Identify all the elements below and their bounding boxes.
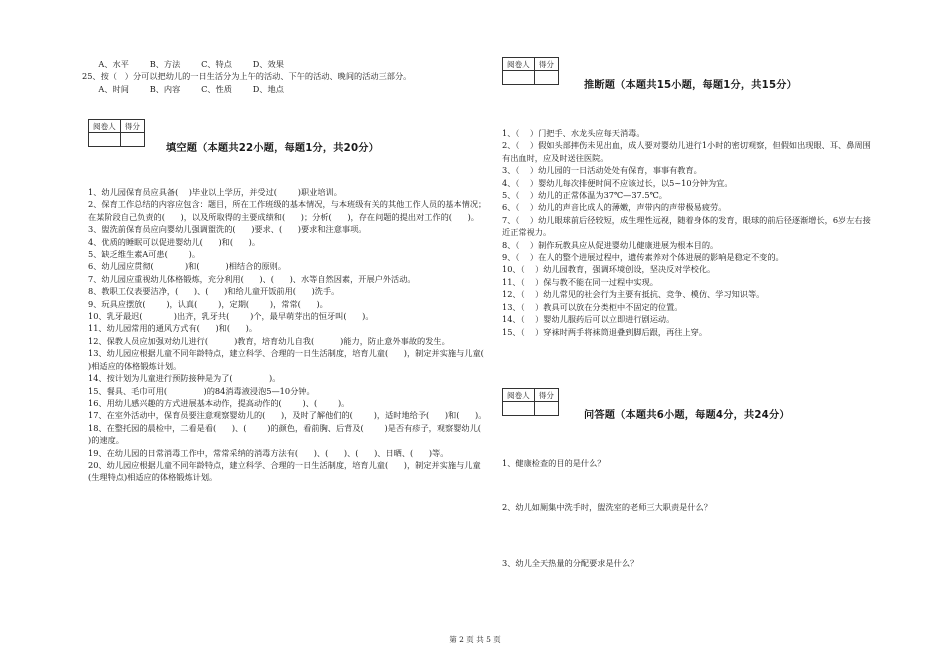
judge-item: 12、（ ）幼儿常见的社会行为主要有抵抗、竞争、模仿、学习知识等。: [502, 289, 765, 300]
fill-item: 18、在整托园的晨检中，二看是看( )、( )的颜色，看前胸、后背及( )是否有疹子，观察婴幼儿( )的速度。: [88, 422, 497, 446]
left-top-lines: [82, 58, 412, 95]
fill-item: 1、幼儿园保育员应具备( )毕业以上学历，并受过( )职业培训。: [88, 187, 342, 197]
fill-item: 8、教职工仪表要洁净，( )、( )和给儿童开饭前用( )洗手。: [88, 286, 340, 297]
fill-item: 20、幼儿园应根据儿童不同年龄特点，建立科学、合理的一日生活制度，培育儿童( )，制定并实施与儿童(生理特点)相适应的体格锻炼计划。: [88, 459, 481, 483]
page-footer: 第 2 页 共 5 页: [449, 635, 501, 644]
qa-score-box: [502, 388, 559, 416]
judge-item: 7、（ ）幼儿眼球前后径较短，成生理性远视，随着身体的发育，眼球的前后径逐渐增长，6岁左右接近正常视力。: [502, 214, 871, 238]
fill-item: 3、盥洗前保育员应向婴幼儿强调盥洗的( )要求、( )要求和注意事项。: [88, 224, 367, 235]
fill-item: 11、幼儿园常用的通风方式有( )和( )。: [88, 323, 258, 334]
judge-items: [502, 127, 874, 338]
fill-item: 7、幼儿园应重视幼儿体格锻炼，充分利用( )、( )、水等自然因素，开展户外活动。: [88, 273, 416, 284]
fill-item: 13、幼儿园应根据儿童不同年龄特点，建立科学、合理的一日生活制度，培育儿童( )，制定并实施与儿童( )相适应的体格锻炼计划。: [88, 348, 500, 371]
score-cell[interactable]: [534, 71, 558, 85]
judge-item: 4、（ ）婴幼儿每次排便时间不应该过长，以5~10分钟为宜。: [502, 177, 733, 188]
question-25: 25、按（ ）分可以把幼儿的一日生活分为上午的活动、下午的活动、晚间的活动三部分。: [82, 71, 412, 82]
fill-item: 15、餐具、毛巾可用( )的84消毒液浸泡5—10分钟。: [88, 385, 315, 396]
fill-item: 2、保育工作总结的内容应包含：题目，所在工作班级的基本情况，与本班级有关的其他工作人员的基本情况；在某阶段自己负责的( )，以及所取得的主要成绩和( )；分析( )，存在问题的提出对工作的( )。: [88, 199, 487, 222]
judge-score-box: [502, 57, 559, 85]
score-box-grader-label: 阅卷人: [503, 58, 535, 71]
qa-item: 3、幼儿全天热量的分配要求是什么？: [502, 558, 639, 568]
qa-item: 2、幼儿如厕集中洗手时，盥洗室的老师三大职责是什么？: [502, 502, 712, 512]
qa-item: 1、健康检查的目的是什么？: [502, 458, 606, 468]
judge-item: 1、（ ）门把手、水龙头应每天消毒。: [502, 128, 645, 138]
judge-item: 9、（ ）在人的整个进展过程中，遗传素养对个体进展的影响是稳定不变的。: [502, 252, 784, 263]
grader-cell[interactable]: [89, 133, 121, 147]
score-cell[interactable]: [534, 402, 558, 416]
fill-items: [88, 186, 500, 484]
fill-item: 12、保教人员应加强对幼儿进行( )教育，培育幼儿自我( )能力，防止意外事故的发生。: [88, 335, 450, 346]
judge-item: 3、（ ）幼儿园的一日活动处处有保育，事事有教育。: [502, 165, 702, 176]
fill-item: 16、用幼儿感兴趣的方式进展基本动作，提高动作的( )、( )。: [88, 397, 350, 408]
judge-item: 13、（ ）教具可以放在分类柜中不固定的位置。: [502, 301, 683, 312]
score-box-grader-label: 阅卷人: [503, 389, 535, 402]
grader-cell[interactable]: [503, 402, 535, 416]
judge-section-title: 推断题（本题共15小题，每题1分，共15分）: [584, 80, 798, 91]
grader-cell[interactable]: [503, 71, 535, 85]
fill-score-box: [88, 119, 145, 147]
judge-item: 14、（ ）婴幼儿服药后可以立即进行剧运动。: [502, 314, 675, 325]
judge-item: 5、（ ）幼儿的正常体温为37℃—37.5℃。: [502, 190, 667, 201]
judge-item: 8、（ ）制作玩教具应从促进婴幼儿健康进展为根本目的。: [502, 239, 719, 250]
fill-item: 17、在室外活动中，保育员要注意观察婴幼儿的( )，及时了解他们的( )，适时地给予( )和( )。: [88, 410, 487, 421]
fill-item: 5、缺乏维生素A可患( )。: [88, 249, 201, 260]
fill-item: 19、在幼儿园的日常消毒工作中，常常采纳的消毒方法有( )、( )、( )、日晒、( )等。: [88, 447, 449, 458]
fill-item: 10、乳牙最迟( )出齐，乳牙共( )个，最早萌芽出的恒牙叫( )。: [88, 311, 374, 322]
option-line-24: A、水平 B、方法 C、特点 D、效果: [88, 59, 284, 69]
fill-item: 6、幼儿园应贯彻( )和( )相结合的原则。: [88, 261, 287, 272]
fill-item: 14、按计划为儿童进行预防接种是为了( )。: [88, 373, 281, 384]
score-box-score-label: 得分: [534, 389, 558, 402]
fill-item: 4、优质的睡眠可以促进婴幼儿( )和( )。: [88, 236, 261, 247]
fill-section-title: 填空题（本题共22小题，每题1分，共20分）: [166, 143, 380, 154]
score-box-score-label: 得分: [120, 120, 144, 133]
score-box-grader-label: 阅卷人: [89, 120, 121, 133]
fill-item: 9、玩具应摆放( )，认真( )，定期( )，常常( )。: [88, 298, 328, 309]
judge-item: 11、（ ）保与教不能在同一过程中实现。: [502, 276, 658, 287]
qa-section-title: 问答题（本题共6小题，每题4分，共24分）: [584, 410, 790, 421]
score-cell[interactable]: [120, 133, 144, 147]
score-box-score-label: 得分: [534, 58, 558, 71]
judge-item: 15、（ ）穿袜时两手将袜筒退叠到脚后跟，再往上穿。: [502, 326, 708, 337]
judge-item: 6、（ ）幼儿的声音比成人的薄嫩，声带内的声带极易疲劳。: [502, 202, 727, 213]
judge-item: 2、（ ）假如头部摔伤未见出血，成人要对婴幼儿进行1小时的密切观察，但假如出现眼、耳、鼻周围有出血时，应及时送往医院。: [502, 140, 871, 163]
option-line-25: A、时间 B、内容 C、性质 D、地点: [88, 83, 284, 94]
judge-item: 10、（ ）幼儿园教育，强调环境创设，坚决反对学校化。: [502, 264, 716, 275]
